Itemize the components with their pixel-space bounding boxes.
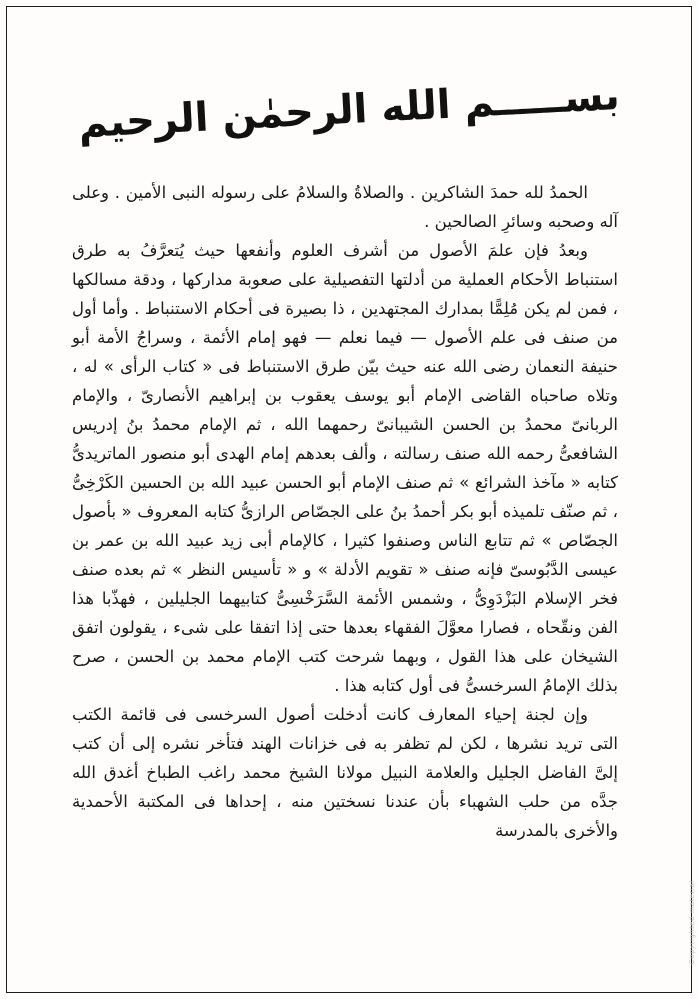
paragraph-publication-note: وإن لجنة إحياء المعارف كانت أدخلت أصول السرخسى فى قائمة الكتب التى تريد نشرها ، لكن لم تظفر به فى خزانات الهند فتأخر نشره إلى أن كتب إلىَّ الفاضل الجليل والعلامة النبيل مولانا الشيخ محمد راغب الطباخ أغدق الله جدَّه من حلب الشهباء بأن عندنا نسختين منه ، إحداها فى المكتبة الأحمدية والأخرى بالمدرسة [72, 705, 618, 840]
paragraph-history-of-usul: وبعدُ فإن علمَ الأصول من أشرف العلوم وأنفعها حيث يُتعرَّفُ به طرق استنباط الأحكام العملية من أدلتها التفصيلية على صعوبة مداركها ، ودقة مسالكها ، فمن لم يكن مُلِمًّا بمدارك المجتهدين ، ذا بصيرة فى أحكام الاستنباط . وأما أول من صنف فى علم الأصول — فيما نعلم — فهو إمام الأئمة ، وسراجُ الأمة أبو حنيفة النعمان رضى الله عنه حيث بيّن طرق الاستنباط فى « كتاب الرأى » له ، وتلاه صاحباه القاضى الإمام أبو يوسف يعقوب بن إبراهيم الأنصارىّ ، والإمام الربانىّ محمدُ بن الحسن الشيبانىّ رحمهما الله ، ثم الإمام محمدُ بنُ إدريس الشافعىُّ رحمه الله صنف رسالته ، وألف بعدهم إمام الهدى أبو منصور الماتريدىُّ كتابه « مآخذ الشرائع » ثم صنف الإمام أبو الحسن عبيد الله بن الحسين الكَرْخِىُّ ، ثم صنّف تلميذه أبو بكر أحمدُ بنُ على الجصّاص الرازىُّ كتابه المعروف « بأصول الجصّاص » ثم تتابع الناس وصنفوا كثيرا ، كالإمام أبى زيد عبيد الله بن عمر بن عيسى الدَّبُوسىّ فإنه صنف « تقويم الأدلة » و « تأسيس النظر » ثم بعده صنف فخر الإسلام البَزْدَوِىُّ ، وشمس الأئمة السَّرَخْسِىُّ كتابيهما الجليلين ، فهذّبا هذا الفن ونقّحاه ، فصارا معوَّلَ الفقهاء بعدها حتى إذا اتفقا على شىء ، يقولون اتفق الشيخان على هذا القول ، وبهما شرحت كتب الإمام محمد بن الحسن ، صرح بذلك الإمامُ السرخسىُّ فى أول كتابه هذا . [72, 241, 618, 695]
body-text [72, 178, 618, 845]
basmala-calligraphy: بســـــم الله الرحمٰن الرحيم [77, 72, 621, 148]
copyright-watermark: Copyrighted material [689, 880, 696, 965]
paragraph-hamdala: الحمدُ لله حمدَ الشاكرين . والصلاةُ والسلامُ على رسوله النبى الأمين . وعلى آله وصحبه وسائرِ الصالحين . [72, 183, 618, 231]
